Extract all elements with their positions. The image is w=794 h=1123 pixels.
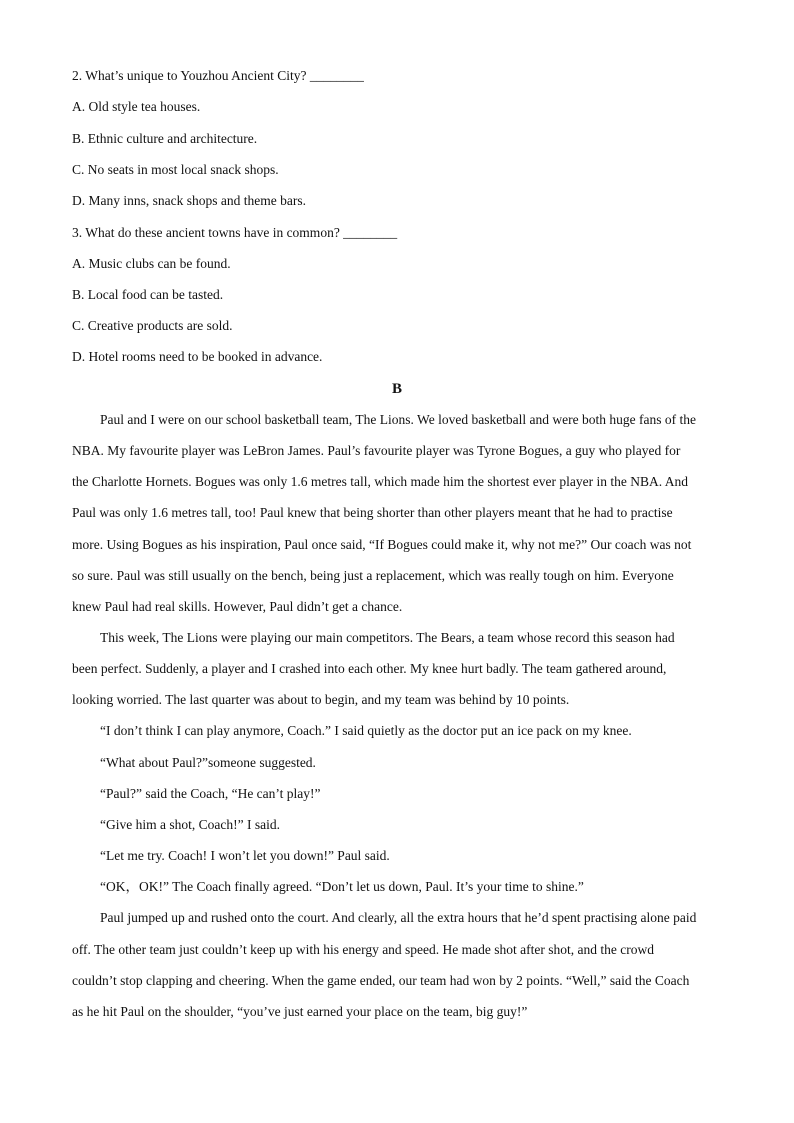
passage-line: looking worried. The last quarter was about to begin, and my team was behind by 10 points. xyxy=(72,692,570,707)
question-2-option-a: A. Old style tea houses. xyxy=(72,99,201,114)
passage-line: “Let me try. Coach! I won’t let you down!” Paul said. xyxy=(100,848,390,863)
passage-line: “What about Paul?”someone suggested. xyxy=(100,755,316,770)
question-3-stem: 3. What do these ancient towns have in common? ________ xyxy=(72,225,398,240)
passage-line: more. Using Bogues as his inspiration, Paul once said, “If Bogues could make it, why not me?” Our coach was not xyxy=(72,537,692,552)
passage-line: as he hit Paul on the shoulder, “you’ve just earned your place on the team, big guy!” xyxy=(72,1004,528,1019)
passage-line: “I don’t think I can play anymore, Coach.” I said quietly as the doctor put an ice pack on my knee. xyxy=(100,723,632,738)
question-3-option-d: D. Hotel rooms need to be booked in advance. xyxy=(72,349,323,364)
passage-line: NBA. My favourite player was LeBron James. Paul’s favourite player was Tyrone Bogues, a guy who played for xyxy=(72,443,681,458)
question-3-option-a: A. Music clubs can be found. xyxy=(72,256,231,271)
passage-line: “Paul?” said the Coach, “He can’t play!” xyxy=(100,786,321,801)
passage-line: Paul jumped up and rushed onto the court. And clearly, all the extra hours that he’d spent practising alone paid xyxy=(100,910,697,925)
question-2-stem: 2. What’s unique to Youzhou Ancient City? ________ xyxy=(72,68,364,83)
section-heading: B xyxy=(391,381,402,397)
passage-line: “Give him a shot, Coach!” I said. xyxy=(100,817,280,832)
passage-line: Paul was only 1.6 metres tall, too! Paul knew that being shorter than other players meant that he had to practise xyxy=(72,505,673,520)
question-3-option-b: B. Local food can be tasted. xyxy=(72,287,224,302)
question-2-option-c: C. No seats in most local snack shops. xyxy=(72,162,279,177)
passage-line: couldn’t stop clapping and cheering. When the game ended, our team had won by 2 points. “Well,” said the Coach xyxy=(72,973,690,988)
question-2-option-b: B. Ethnic culture and architecture. xyxy=(72,131,258,146)
passage-line: “OK，OK!” The Coach finally agreed. “Don’t let us down, Paul. It’s your time to shine.” xyxy=(100,879,584,894)
passage-line: so sure. Paul was still usually on the bench, being just a replacement, which was really tough on him. Everyone xyxy=(72,568,674,583)
passage-line: off. The other team just couldn’t keep up with his energy and speed. He made shot after shot, and the crowd xyxy=(72,942,654,957)
passage-line: the Charlotte Hornets. Bogues was only 1.6 metres tall, which made him the shortest ever player in the NBA. And xyxy=(72,474,688,489)
passage-line: This week, The Lions were playing our main competitors. The Bears, a team whose record this season had xyxy=(100,630,675,645)
passage-line: knew Paul had real skills. However, Paul didn’t get a chance. xyxy=(72,599,403,614)
passage-line: been perfect. Suddenly, a player and I crashed into each other. My knee hurt badly. The team gathered around, xyxy=(72,661,667,676)
passage-line: Paul and I were on our school basketball team, The Lions. We loved basketball and were both huge fans of the xyxy=(100,412,696,427)
question-2-option-d: D. Many inns, snack shops and theme bars. xyxy=(72,193,306,208)
question-3-option-c: C. Creative products are sold. xyxy=(72,318,233,333)
